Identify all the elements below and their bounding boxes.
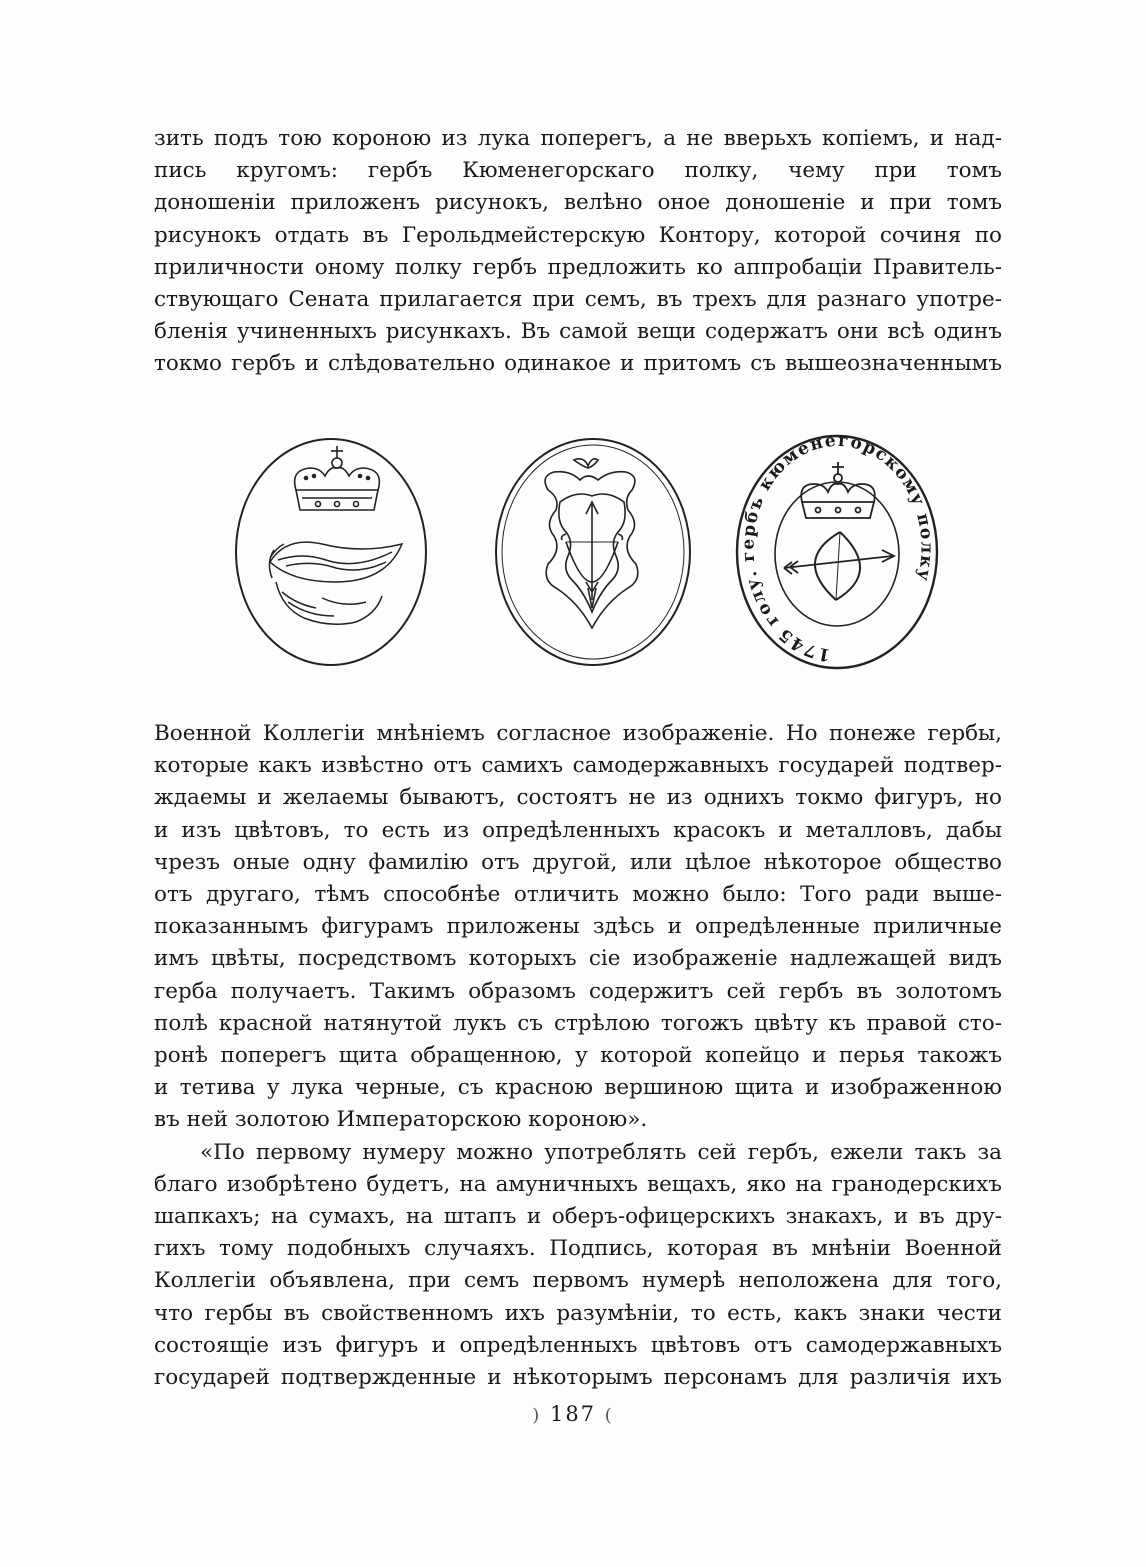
seal-illustrations: [226, 432, 946, 672]
text-line: приличности оному полку гербъ предложить ко аппробаціи Правитель-: [154, 254, 1002, 280]
text-line: полѣ красной натянутой лукъ съ стрѣлою тогожъ цвѣту къ правой сто-: [154, 1010, 1002, 1036]
text-line: токмо гербъ и слѣдовательно одинакое и притомъ съ вышеозначеннымъ: [154, 351, 1002, 377]
text-line: въ ней золотою Императорскою короною».: [154, 1107, 648, 1133]
text-line: герба получаетъ. Такимъ образомъ содержитъ сей гербъ въ золотомъ: [154, 978, 1002, 1004]
text-line: шапкахъ; на сумахъ, на штапъ и оберъ-офицерскихъ знакахъ, и въ дру-: [154, 1204, 1002, 1230]
seal-3-inscribed: [732, 432, 942, 672]
text-line: показаннымъ фигурамъ приложены здѣсь и опредѣленные приличные: [154, 914, 1002, 940]
page-number-value: 187: [549, 1402, 597, 1426]
text-line: и изъ цвѣтовъ, то есть из опредѣленныхъ красокъ и металловъ, дабы: [154, 817, 1002, 843]
seal-1-crown-feather: [226, 432, 436, 672]
text-line: которые какъ извѣстно отъ самихъ самодержавныхъ государей подтвер-: [154, 753, 1002, 779]
page-number-right-mark: (: [604, 1405, 614, 1426]
text-line: чрезъ оные одну фамилію отъ другой, или цѣлое нѣкоторое общество: [154, 849, 1002, 875]
text-line: государей подтвержденные и нѣкоторымъ персонамъ для различія ихъ: [154, 1365, 1002, 1391]
text-line: пись кругомъ: гербъ Кюменегорскаго полку, чему при томъ: [154, 158, 1002, 184]
seal-3-inscription-text: 1745 голу. гербъ кюменегорскому полку: [738, 432, 937, 665]
text-line: благо изобрѣтено будетъ, на амуничныхъ вещахъ, яко на гранодерскихъ: [154, 1171, 1002, 1197]
text-line: что гербы въ свойственномъ ихъ разумѣніи, то есть, какъ знаки чести: [154, 1300, 1002, 1326]
text-line: рисунокъ отдать въ Герольдмейстерскую Контору, которой сочиня по: [154, 222, 1002, 248]
text-line: отъ другаго, тѣмъ способнѣе отличить можно было: Того ради выше-: [154, 882, 1002, 908]
text-line: Коллегіи объявлена, при семъ первомъ нумерѣ неположена для того,: [154, 1268, 1002, 1294]
text-line: доношеніи приложенъ рисунокъ, велѣно оное доношеніе и при томъ: [154, 190, 1002, 216]
text-line: «По первому нумеру можно употреблять сей гербъ, ежели такъ за: [200, 1139, 1002, 1165]
text-line: ждаемы и желаемы бываютъ, состоятъ не из однихъ токмо фигуръ, но: [154, 785, 1002, 811]
text-line: имъ цвѣты, посредствомъ которыхъ сіе изображеніе надлежащей видъ: [154, 946, 1002, 972]
text-line: и тетива у лука черные, съ красною вершиною щита и изображенною: [154, 1075, 1002, 1101]
text-line: ствующаго Сената прилагается при семъ, въ трехъ для разнаго употре-: [154, 287, 1002, 313]
text-line: состоящіе изъ фигуръ и опредѣленныхъ цвѣтовъ отъ самодержавныхъ: [154, 1332, 1002, 1358]
text-line: ронѣ поперегъ щита обращенною, у которой копейцо и перья такожъ: [154, 1043, 1002, 1069]
page-number-left-mark: ): [532, 1405, 542, 1426]
text-line: бленія учиненныхъ рисункахъ. Въ самой вещи содержатъ они всѣ одинъ: [154, 319, 1002, 345]
text-line: Военной Коллегіи мнѣніемъ согласное изображеніе. Но понеже гербы,: [154, 721, 1002, 746]
page-number: [0, 1402, 1146, 1426]
seal-2-shield-bow: [488, 432, 698, 672]
text-line: зить подъ тою короною из лука поперегъ, а не вверьхъ копіемъ, и над-: [154, 126, 1002, 151]
text-block-top: [154, 123, 1002, 381]
text-line: гихъ тому подобныхъ случаяхъ. Подпись, которая въ мнѣніи Военной: [154, 1236, 1002, 1262]
text-block-bottom: [154, 718, 1002, 1394]
